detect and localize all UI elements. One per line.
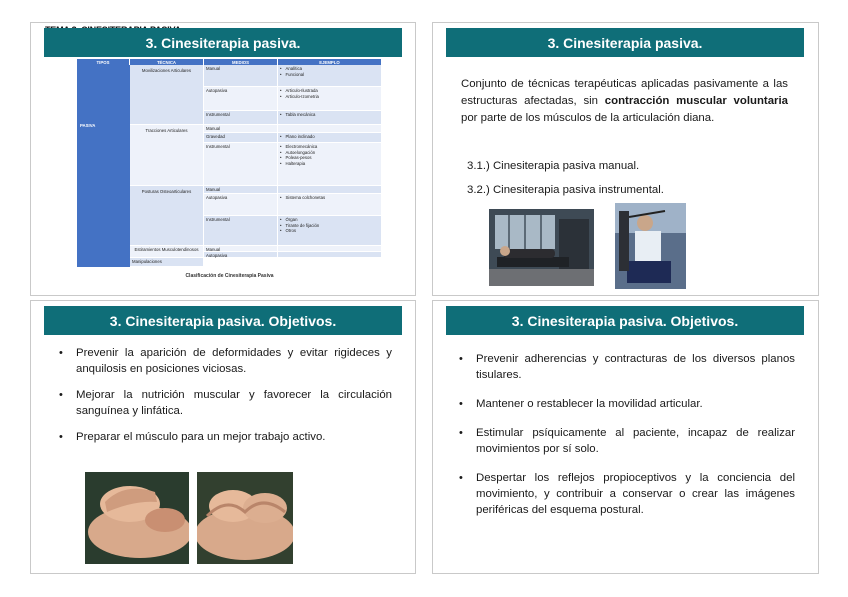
table-header-cell: MEDIOS <box>204 59 278 65</box>
slide-title: 3. Cinesiterapia pasiva. <box>44 28 402 57</box>
table-tipo-cell <box>77 65 130 267</box>
ejemplo-cell <box>278 125 382 133</box>
medio-cell: Manual <box>204 246 278 252</box>
list-item: • Despertar los reflejos propioceptivos y la conciencia del movimiento, y contribuir a conservar o crear las imágenes periféricas del esquema postural. <box>457 470 795 518</box>
tecnica-label: Movilizaciones Articulares <box>141 68 192 73</box>
ejemplo-item: • Analítica <box>280 66 379 72</box>
tecnica-label: Posturas Osteoarticulares <box>141 189 192 194</box>
objectives-list <box>457 351 795 531</box>
photo-hand-massage-2 <box>197 472 293 564</box>
medio-cell: Instrumental <box>204 216 278 246</box>
ejemplo-item: • Articulo-Ilustrada <box>280 88 379 94</box>
sub-item-instrumental: 3.2.) Cinesiterapia pasiva instrumental. <box>467 184 664 196</box>
ejemplo-cell <box>278 133 382 143</box>
tecnica-label: Tracciones Articulares <box>145 128 188 133</box>
slide-4[interactable] <box>432 300 819 574</box>
slide-title: 3. Cinesiterapia pasiva. <box>446 28 804 57</box>
slide-3[interactable] <box>30 300 416 574</box>
ejemplo-item: • Electromecánica <box>280 144 379 150</box>
ejemplo-item: • Plano inclinado <box>280 134 379 140</box>
ejemplo-item: • Sistema colchonetas <box>280 195 379 201</box>
table-body <box>77 65 382 267</box>
list-item: • Prevenir adherencias y contracturas de los diversos planos tisulares. <box>457 351 795 383</box>
ejemplo-cell <box>278 65 382 87</box>
list-item: • Preparar el músculo para un mejor trabajo activo. <box>57 429 392 445</box>
list-item: • Mantener o restablecer la movilidad articular. <box>457 396 795 412</box>
ejemplo-item: • Órgan <box>280 217 379 223</box>
slide-2[interactable] <box>432 22 819 296</box>
photo-patient-traction-table <box>489 209 594 286</box>
photo-instrumental-device <box>615 203 686 289</box>
ejemplo-item: • Tabla mecánica <box>280 112 379 118</box>
table-header-cell: EJEMPLO <box>278 59 382 65</box>
ejemplo-cell <box>278 252 382 258</box>
sub-item-manual: 3.1.) Cinesiterapia pasiva manual. <box>467 160 640 172</box>
slide-title: 3. Cinesiterapia pasiva. Objetivos. <box>446 306 804 335</box>
medio-cell: Manual <box>204 186 278 194</box>
para-prefix: Conjunto de técnicas terapéuticas aplicadas pasivamente a las estructuras afectadas, sin <box>461 78 788 107</box>
ejemplo-cell <box>278 143 382 186</box>
medio-cell: Instrumental <box>204 111 278 125</box>
list-item: • Prevenir la aparición de deformidades y evitar rigideces y anquilosis en posiciones viciosas. <box>57 345 392 377</box>
ejemplo-cell <box>278 87 382 111</box>
ejemplo-item: • Funcional <box>280 72 379 78</box>
tecnica-cell <box>130 258 204 267</box>
list-item: • Estimular psíquicamente al paciente, incapaz de realizar movimientos por sí solo. <box>457 425 795 457</box>
ejemplo-item: • Otros <box>280 228 379 234</box>
para-suffix: por parte de los músculos de la articulación diana. <box>461 112 715 124</box>
ejemplo-cell <box>278 194 382 216</box>
tipo-label: PASIVA <box>80 123 96 128</box>
medio-cell: Autopasiva <box>204 87 278 111</box>
medio-cell: Instrumental <box>204 143 278 186</box>
ejemplo-cell <box>278 111 382 125</box>
medio-cell: Autopasiva <box>204 194 278 216</box>
ejemplo-item: • Articulo-Izometria <box>280 94 379 100</box>
medio-cell: Gravedad <box>204 133 278 143</box>
table-header-cell: TÉCNICA <box>130 59 204 65</box>
photo-hand-massage-1 <box>85 472 189 564</box>
tecnica-label: Manipulaciones <box>132 259 162 264</box>
ejemplo-cell <box>278 216 382 246</box>
para-bold: contracción muscular voluntaria <box>604 95 788 107</box>
tecnica-label: Estiramientos Musculotendinosos <box>134 247 199 252</box>
ejemplo-item: • Halterapia <box>280 161 379 167</box>
objectives-list <box>57 345 392 455</box>
tecnica-cell <box>130 246 204 258</box>
ejemplo-item: • Autoelongación <box>280 150 379 156</box>
table-header-cell: TIPOS <box>77 59 130 65</box>
ejemplo-item: • Tirante de fijación <box>280 223 379 229</box>
table-caption: Clasificación de Cinesiterapia Pasiva <box>185 273 274 279</box>
slide-title: 3. Cinesiterapia pasiva. Objetivos. <box>44 306 402 335</box>
tecnica-cell <box>130 125 204 186</box>
medio-cell: Manual <box>204 125 278 133</box>
list-item: • Mejorar la nutrición muscular y favorecer la circulación sanguínea y linfática. <box>57 387 392 419</box>
ejemplo-item: • Poleas-pesos <box>280 155 379 161</box>
ejemplo-cell <box>278 186 382 194</box>
tecnica-cell <box>130 65 204 125</box>
medio-cell: Manual <box>204 65 278 87</box>
slide-1[interactable] <box>30 22 416 296</box>
definition-paragraph <box>461 76 788 127</box>
medio-cell: Autopasiva <box>204 252 278 258</box>
tecnica-cell <box>130 186 204 246</box>
classification-table <box>77 59 382 279</box>
